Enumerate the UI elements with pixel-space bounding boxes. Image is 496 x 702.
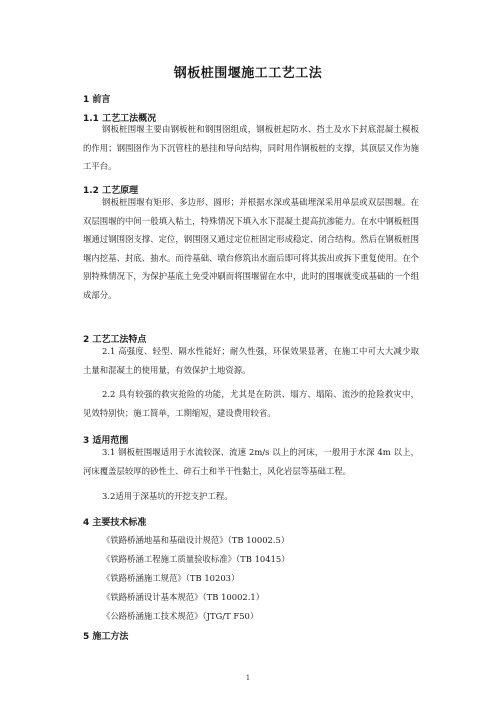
standard-item: 《铁路桥涵施工规范》（TB 10203） [102, 573, 240, 583]
section-heading-4: 4 主要技术标准 [83, 518, 147, 528]
page-number: 1 [245, 674, 251, 682]
paragraph-1-1: 钢板桩围堰主要由钢板桩和钢围囹组成，钢板桩起防水、挡土及水下封底混凝土模板的作用；钢围囹作为下沉管柱的悬挂和导向结构，同时用作钢板桩的支撑，其顶层又作为施工平台。 [83, 124, 419, 172]
standard-item: 《铁路桥涵设计基本规范》（TB 10002.1） [102, 592, 265, 602]
standard-item: 《铁路桥涵地基和基础设计规范》（TB 10002.5） [102, 535, 290, 545]
section-heading-1-2: 1.2 工艺原理 [83, 186, 139, 196]
paragraph-2-1: 2.1 高强度、轻型、隔水性能好；耐久性强，环保效果显著，在施工中可大大减少取土量和混凝土的使用量，有效保护土地资源。 [83, 346, 419, 375]
paragraph-3-2: 3.2适用于深基坑的开挖支护工程。 [102, 491, 233, 501]
paragraph-2-2: 2.2 具有较强的救灾抢险的功能，尤其是在防洪、塌方、塌陷、流沙的抢险救灾中，见效特别快；施工简单，工期缩短，建设费用较省。 [83, 389, 419, 418]
paragraph-3-1: 3.1 钢板桩围堰适用于水流较深、流速 2m/s 以上的河床，一般用于水深 4m 以上，河床覆盖层较厚的砂性土、碎石土和半干性黏土，风化岩层等基础工程。 [83, 447, 419, 476]
standard-item: 《铁路桥涵工程施工质量验收标准》（TB 10415） [102, 554, 290, 564]
standard-item: 《公路桥涵施工技术规范》（JTG/T F50） [102, 611, 259, 621]
document-title: 钢板桩围堰施工工艺工法 [173, 66, 323, 81]
section-heading-5: 5 施工方法 [83, 632, 129, 642]
section-heading-2: 2 工艺工法特点 [83, 335, 147, 345]
paragraph-1-2: 钢板桩围堰有矩形、多边形、圆形；并根据水深或基础埋深采用单层或双层围堰。在双层围堰的中间一般填入粘土，特殊情况下填入水下混凝土提高抗渗能力。在水中钢板桩围堰通过钢围囹支撑、定位，钢围囹又通过定位桩固定形成稳定、闭合结构。然后在钢板桩围堰内挖基、封底、抽水。而待基础、墩台修筑出水面后即可将其拔出或拆下重复使用。在个别特殊情况下，为保护基底土免受冲刷而将围堰留在水中，此时的围堰就变成基础的一个组成部分。 [83, 197, 419, 300]
section-heading-3: 3 适用范围 [83, 436, 129, 446]
section-heading-1: 1 前言 [83, 95, 111, 105]
section-heading-1-1: 1.1 工艺工法概况 [83, 114, 157, 124]
